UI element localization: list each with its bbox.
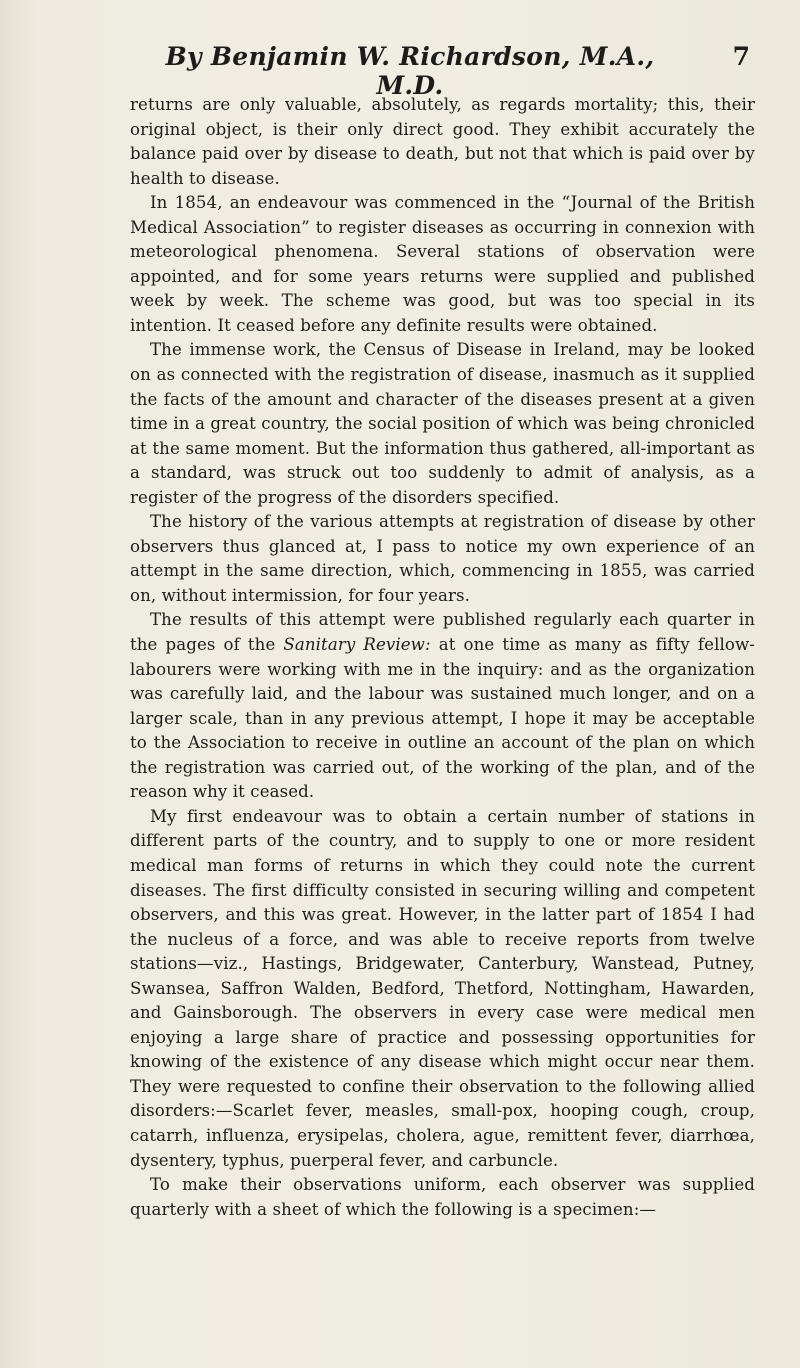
paragraph-2: In 1854, an endeavour was commenced in the “Journal of the British Medical Association” to register diseases as occurring in connexion with meteorological phenomena. Several stations of observation were appointed, and for some years returns were supplied and published week by week. The scheme was good, but was too special in its intention. It ceased before any definite results were obtained.: [130, 193, 755, 335]
paragraph-5: [130, 608, 755, 804]
body-text: [130, 93, 755, 1222]
page-number: 7: [732, 42, 750, 71]
paragraph-1: returns are only valuable, absolutely, as regards mortality; this, their original object, is their only direct good. They exhibit accurately the balance paid over by disease to death, but not that which is paid over by health to disease.: [130, 95, 755, 188]
paragraph-4: The history of the various attempts at registration of disease by other observers thus glanced at, I pass to notice my own experience of an attempt in the same direction, which, commencing in 1855, was carried on, without intermission, for four years.: [130, 512, 755, 605]
paragraph-3: The immense work, the Census of Disease in Ireland, may be looked on as connected with the registration of disease, inasmuch as it supplied the facts of the amount and character of the diseases present at a given time in a great country, the social position of which was being chronicled at the same moment. But the information thus gathered, all-important as a standard, was struck out too suddenly to admit of analysis, as a register of the progress of the disorders specified.: [130, 340, 755, 507]
paragraph-7: To make their observations uniform, each observer was supplied quarterly with a sheet of which the following is a specimen:—: [130, 1175, 755, 1219]
paragraph-5-text-before: The results of this attempt were published regularly each quarter in the pages of the: [130, 610, 755, 655]
page-header: [130, 42, 750, 100]
journal-title-sanitary-review: Sanitary Review:: [283, 635, 431, 655]
running-head: By Benjamin W. Richardson, M.A., M.D.: [165, 42, 655, 100]
paragraph-6: My first endeavour was to obtain a certain number of stations in different parts of the country, and to supply to one or more resident medical man forms of returns in which they could note the current diseases. The first difficulty consisted in securing willing and competent observers, and this was great. However, in the latter part of 1854 I had the nucleus of a force, and was able to receive reports from twelve stations—viz., Hastings, Bridgewater, Canterbury, Wanstead, Putney, Swansea, Saffron Walden, Bedford, Thetford, Nottingham, Hawarden, and Gainsborough. The observers in every case were medical men enjoying a large share of practice and possessing opportunities for knowing of the existence of any disease which might occur near them. They were requested to confine their observation to the following allied disorders:—Scarlet fever, measles, small-pox, hooping cough, croup, catarrh, influenza, erysipelas, cholera, ague, remittent fever, diarrhœa, dysentery, typhus, puerperal fever, and carbuncle.: [130, 806, 755, 1170]
paragraph-5-text-after: at one time as many as fifty fellow-labourers were working with me in the inquiry: and as the organization was carefully laid, and the labour was sustained much longer, and on a larger scale, than in any previous attempt, I hope it may be acceptable to the Association to receive in outline an account of the plan on which the registration was carried out, of the working of the plan, and of the reason why it ceased.: [130, 635, 755, 802]
